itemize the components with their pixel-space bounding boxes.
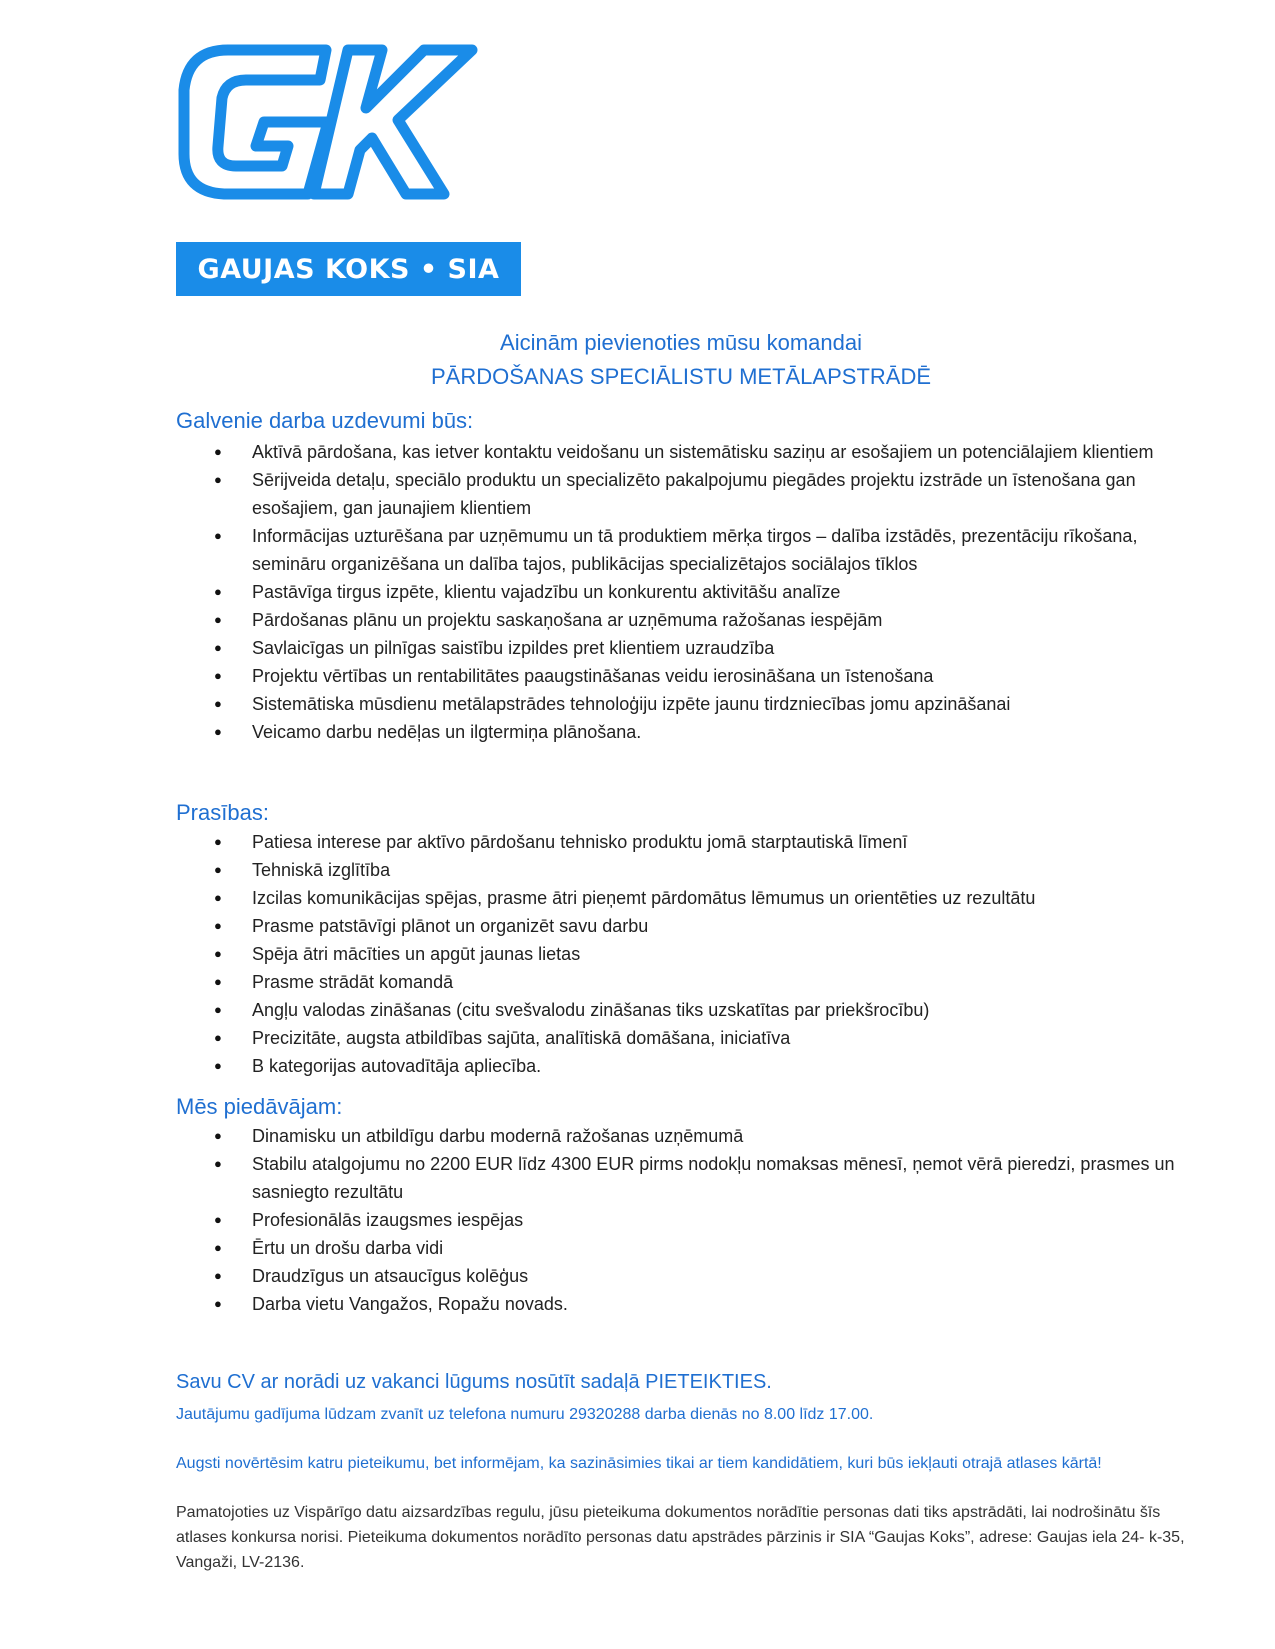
- tasks-heading: Galvenie darba uzdevumi būs:: [176, 408, 474, 433]
- list-item: ● Spēja ātri mācīties un apgūt jaunas lietas: [176, 940, 1196, 968]
- list-item: ● Darba vietu Vangažos, Ropažu novads.: [176, 1290, 1196, 1318]
- list-item: ● Pārdošanas plānu un projektu saskaņošana ar uzņēmuma ražošanas iespējām: [176, 606, 1196, 634]
- requirements-heading: Prasības:: [176, 800, 269, 825]
- tasks-list: [176, 438, 1196, 746]
- list-item: ● Projektu vērtības un rentabilitātes paaugstināšanas veidu ierosināšana un īstenošana: [176, 662, 1196, 690]
- list-item: ● Pastāvīga tirgus izpēte, klientu vajadzību un konkurentu aktivitāšu analīze: [176, 578, 1196, 606]
- list-item: ● Aktīvā pārdošana, kas ietver kontaktu veidošanu un sistemātisku saziņu ar esošajiem un potenciālajiem klientiem: [176, 438, 1196, 466]
- list-item: ● Sistemātiska mūsdienu metālapstrādes tehnoloģiju izpēte jaunu tirdzniecības jomu apzināšanai: [176, 690, 1196, 718]
- list-item: ● Savlaicīgas un pilnīgas saistību izpildes pret klientiem uzraudzība: [176, 634, 1196, 662]
- list-item: ● B kategorijas autovadītāja apliecība.: [176, 1052, 1196, 1080]
- list-item: ● Ērtu un drošu darba vidi: [176, 1234, 1196, 1262]
- list-item: ● Precizitāte, augsta atbildības sajūta, analītiskā domāšana, iniciatīva: [176, 1024, 1196, 1052]
- list-item: ● Prasme patstāvīgi plānot un organizēt savu darbu: [176, 912, 1196, 940]
- list-item: ● Sērijveida detaļu, speciālo produktu un specializēto pakalpojumu piegādes projektu izstrāde un īstenošana gan esošajiem, gan jaunajiem klientiem: [176, 466, 1196, 522]
- offer-heading: Mēs piedāvājam:: [176, 1094, 343, 1119]
- list-item: ● Prasme strādāt komandā: [176, 968, 1196, 996]
- list-item: ● Veicamo darbu nedēļas un ilgtermiņa plānošana.: [176, 718, 1196, 746]
- position-title: PĀRDOŠANAS SPECIĀLISTU METĀLAPSTRĀDĒ: [430, 364, 932, 389]
- requirements-list: [176, 828, 1196, 1080]
- list-item: ● Tehniskā izglītība: [176, 856, 1196, 884]
- list-item: ● Informācijas uzturēšana par uzņēmumu un tā produktiem mērķa tirgos – dalība izstādēs, prezentāciju rīkošana, semināru organizēšana un dalība tajos, publikācijas specializētajos sociālajos tīklos: [176, 522, 1196, 578]
- gdpr-notice: Pamatojoties uz Vispārīgo datu aizsardzības regulu, jūsu pieteikuma dokumentos norādītie personas dati tiks apstrādāti, lai nodrošinātu šīs atlases konkursa norisi. Pieteikuma dokumentos norādīto personas datu apstrādes pārzinis ir SIA “Gaujas Koks”, adrese: Gaujas iela 24- k-35, Vangaži, LV-2136.: [176, 1504, 1185, 1571]
- cv-instruction: Savu CV ar norādi uz vakanci lūgums nosūtīt sadaļā PIETEIKTIES.: [176, 1371, 772, 1393]
- list-item: ● Izcilas komunikācijas spējas, prasme ātri pieņemt pārdomātus lēmumus un orientēties uz rezultātu: [176, 884, 1196, 912]
- offer-list: [176, 1122, 1196, 1318]
- contact-phone-text: Jautājumu gadījuma lūdzam zvanīt uz telefona numuru 29320288 darba dienās no 8.00 līdz 17.00.: [176, 1406, 874, 1423]
- list-item: ● Angļu valodas zināšanas (citu svešvalodu zināšanas tiks uzskatītas par priekšrocību): [176, 996, 1196, 1024]
- selection-note: Augsti novērtēsim katru pieteikumu, bet informējam, ka sazināsimies tikai ar tiem kandidātiem, kuri būs iekļauti otrajā atlases kārtā!: [176, 1455, 1102, 1472]
- list-item: ● Patiesa interese par aktīvo pārdošanu tehnisko produktu jomā starptautiskā līmenī: [176, 828, 1196, 856]
- logo-company-name: GAUJAS KOKS • SIA: [197, 253, 500, 285]
- list-item: ● Stabilu atalgojumu no 2200 EUR līdz 4300 EUR pirms nodokļu nomaksas mēnesī, ņemot vērā pieredzi, prasmes un sasniegto rezultātu: [176, 1150, 1196, 1206]
- list-item: ● Draudzīgus un atsaucīgus kolēģus: [176, 1262, 1196, 1290]
- list-item: ● Dinamisku un atbildīgu darbu modernā ražošanas uzņēmumā: [176, 1122, 1196, 1150]
- page-title: Aicinām pievienoties mūsu komandai: [500, 330, 862, 355]
- list-item: ● Profesionālās izaugsmes iespējas: [176, 1206, 1196, 1234]
